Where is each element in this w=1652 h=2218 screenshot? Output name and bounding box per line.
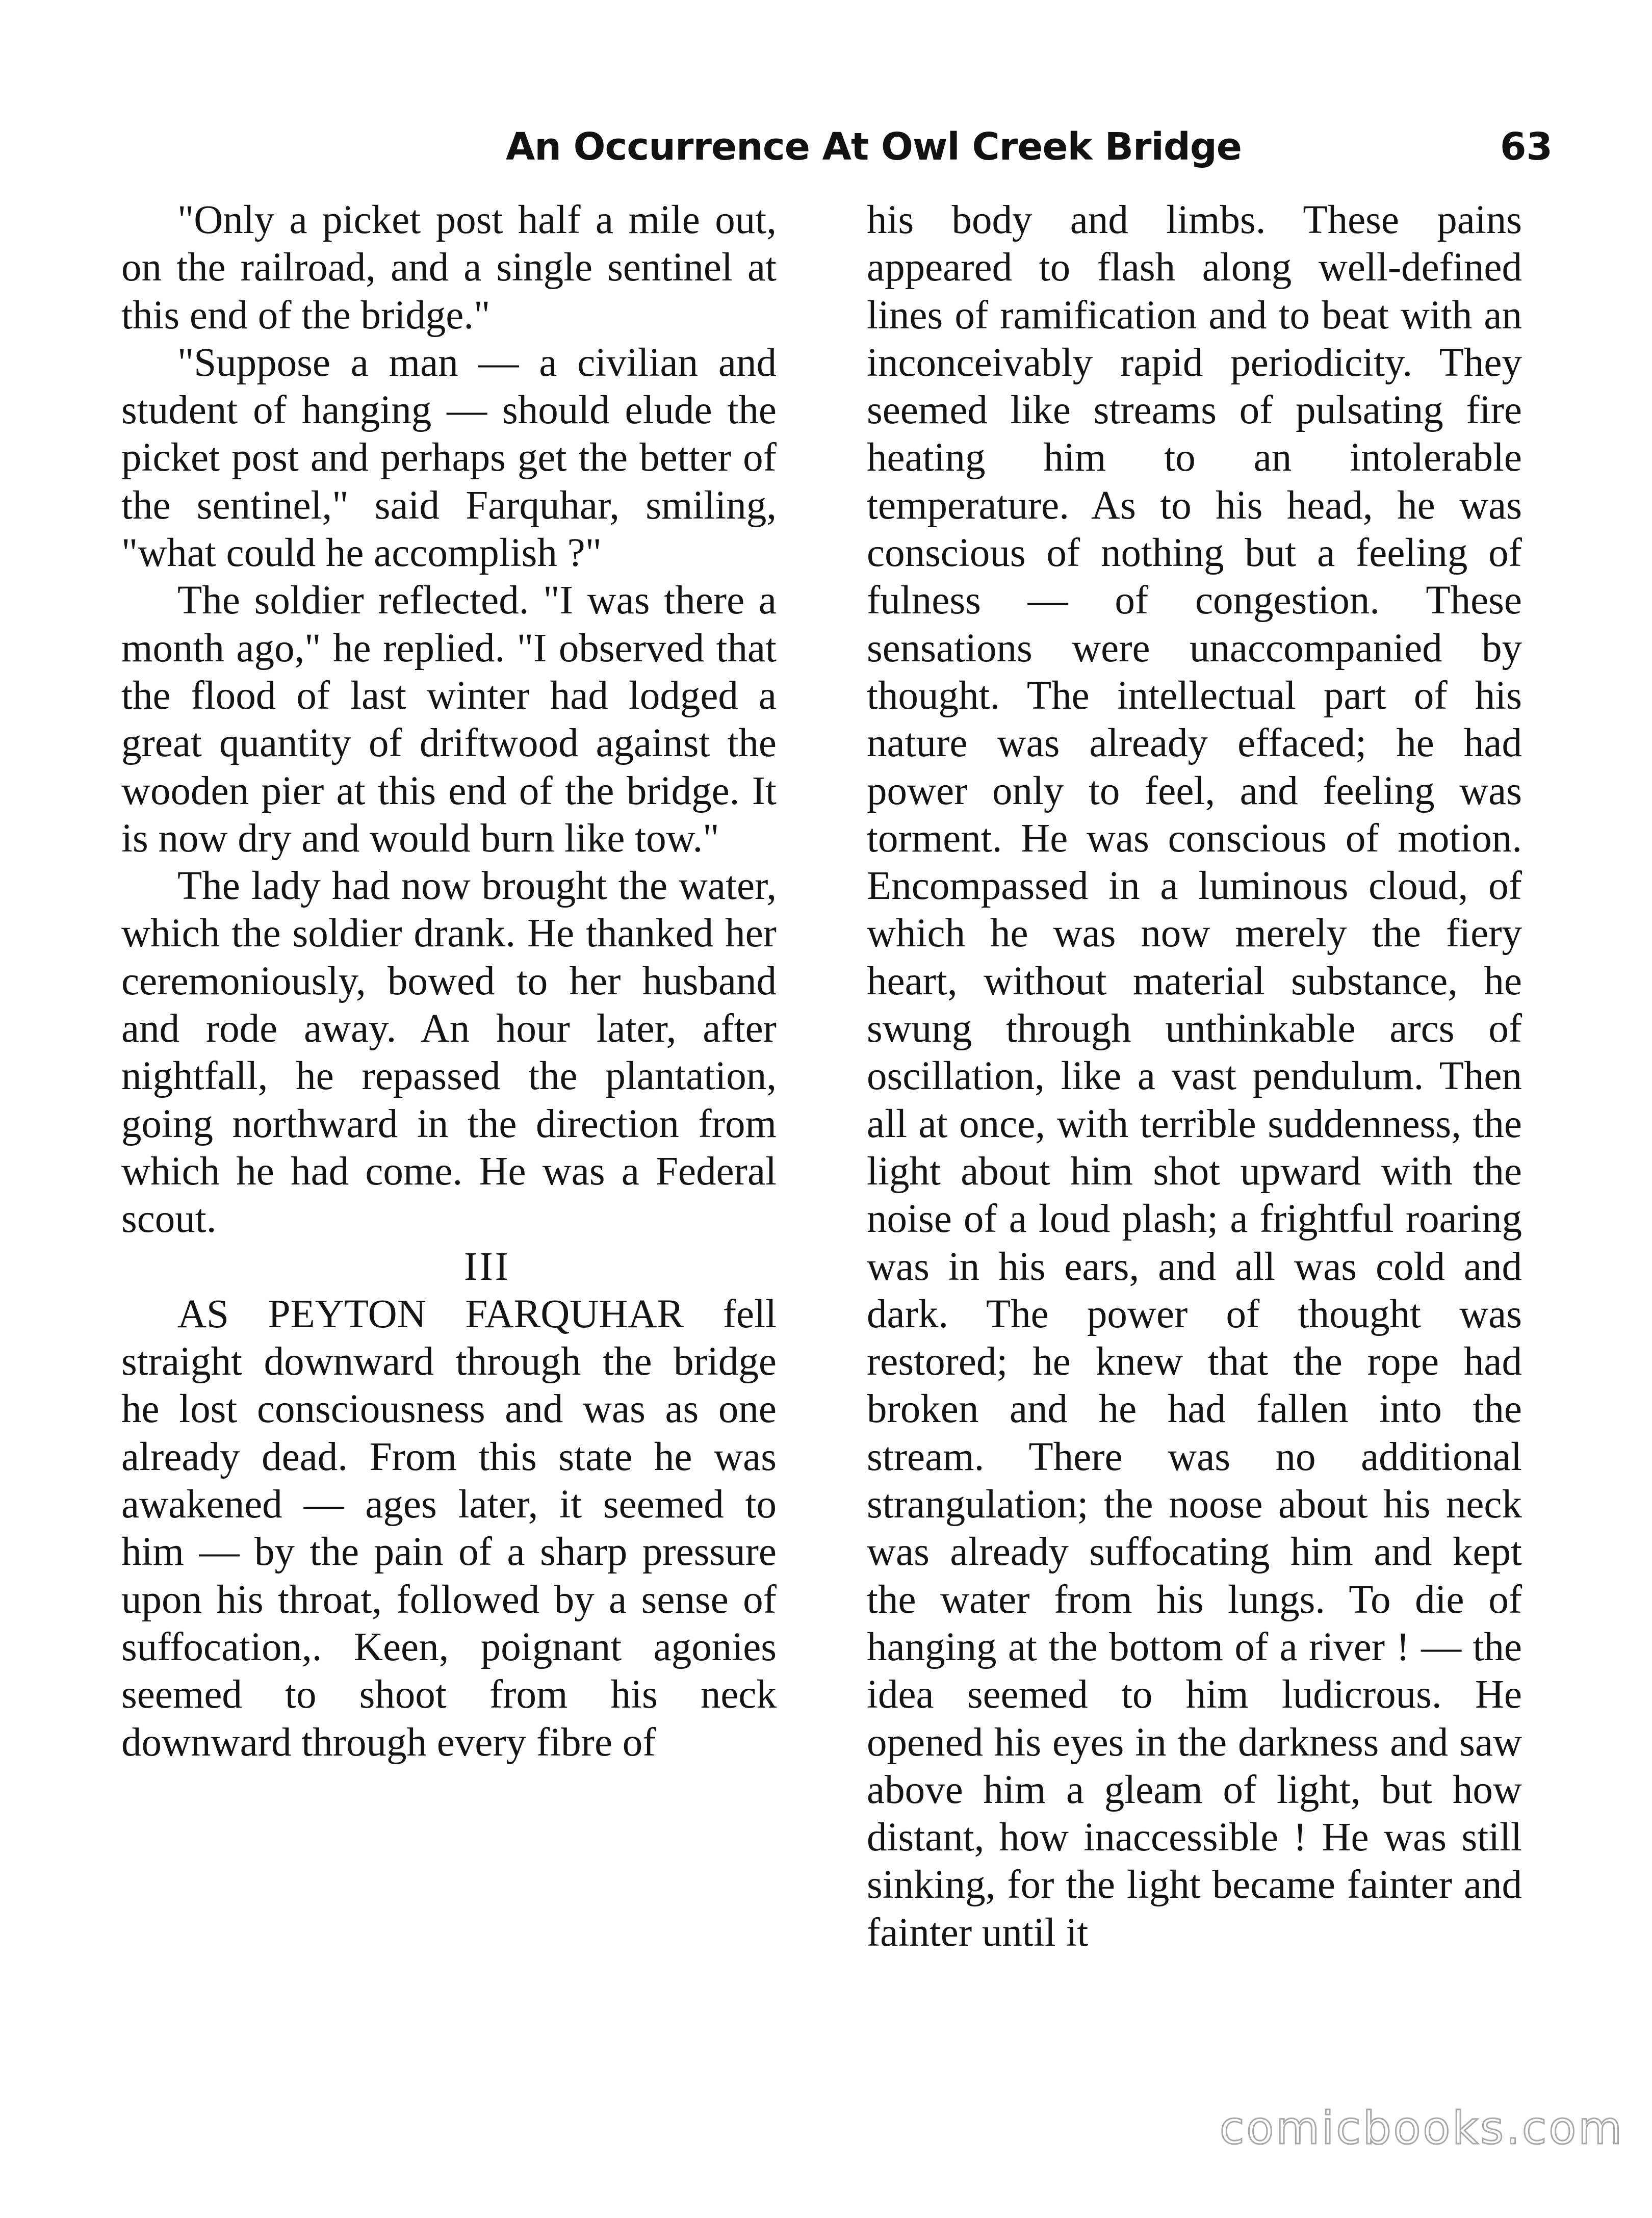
page-number: 63 <box>1500 125 1553 169</box>
paragraph: his body and limbs. These pains appeared to flash along well-defined lines of ramification and to beat with an inconceivably rapid periodicity. They seemed like streams of pulsating fire heating him to an intolerable temperature. As to his head, he was conscious of nothing but a feeling of fulness — of congestion. These sensations were unaccompanied by thought. The intellectual part of his nature was already effaced; he had power only to feel, and feeling was torment. He was conscious of motion. Encompassed in a luminous cloud, of which he was now merely the fiery heart, without material substance, he swung through unthinkable arcs of oscillation, like a vast pendulum. Then all at once, with terrible suddenness, the light about him shot upward with the noise of a loud plash; a frightful roaring was in his ears, and all was cold and dark. The power of thought was restored; he knew that the rope had broken and he had fallen into the stream. There was no additional strangulation; the noose about his neck was already suffocating him and kept the water from his lungs. To die of hanging at the bottom of a river ! — the idea seemed to him ludicrous. He opened his eyes in the darkness and saw above him a gleam of light, but how distant, how inaccessible ! He was still sinking, for the light became fainter and fainter until it <box>867 198 1522 1955</box>
paragraph: The soldier reflected. "I was there a month ago," he replied. "I observed that the flood of last winter had lodged a great quantity of driftwood against the wooden pier at this end of the bridge. It is now dry and would burn like tow." <box>121 578 777 861</box>
section-heading: III <box>464 1244 510 1289</box>
running-header <box>122 125 1553 181</box>
paragraph: AS PEYTON FARQUHAR fell straight downward through the bridge he lost consciousness and was as one already dead. From this state he was awakened — ages later, it seemed to him — by the pain of a sharp pressure upon his throat, followed by a sense of suffocation,. Keen, poignant agonies seemed to shoot from his neck downward through every fibre of <box>121 1292 777 1765</box>
paragraph: "Only a picket post half a mile out, on the railroad, and a single sentinel at this end of the bridge." <box>121 198 777 338</box>
paragraph: The lady had now brought the water, which the soldier drank. He thanked her ceremoniously, bowed to her husband and rode away. An hour later, after nightfall, he repassed the plantation, going northward in the direction from which he had come. He was a Federal scout. <box>121 864 777 1242</box>
running-title: An Occurrence At Owl Creek Bridge <box>505 125 1242 169</box>
watermark: comicbooks.com <box>1219 2102 1624 2154</box>
left-column <box>121 196 777 1766</box>
right-column <box>867 196 1522 1956</box>
paragraph: "Suppose a man — a civilian and student of hanging — should elude the picket post and perhaps get the better of the sentinel," said Farquhar, smiling, "what could he accomplish ?" <box>121 340 777 576</box>
